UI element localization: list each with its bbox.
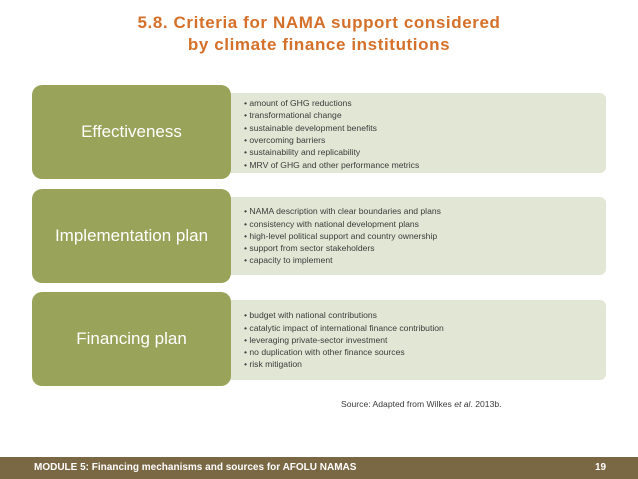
- criteria-bullet: • NAMA description with clear boundaries and plans: [244, 206, 441, 217]
- source-etal: et al: [454, 399, 471, 409]
- criteria-panel-financing-plan: [202, 300, 606, 380]
- source-suffix: . 2013b.: [470, 399, 502, 409]
- source-prefix: Source: Adapted from Wilkes: [341, 399, 455, 409]
- criteria-bullet: • sustainable development benefits: [244, 122, 377, 133]
- criteria-label: Implementation plan: [54, 226, 209, 245]
- criteria-bullet: • high-level political support and country ownership: [244, 230, 438, 241]
- criteria-bullet: • risk mitigation: [244, 359, 302, 370]
- footer-bar: [0, 457, 638, 479]
- slide-title-line-2: by climate finance institutions: [187, 35, 451, 54]
- criteria-tile-effectiveness: [32, 85, 231, 179]
- criteria-bullet: • leveraging private-sector investment: [244, 334, 388, 345]
- criteria-label: Financing plan: [76, 329, 187, 348]
- criteria-label: Effectiveness: [81, 122, 182, 141]
- criteria-bullet: • transformational change: [244, 110, 342, 121]
- criteria-tile-implementation-plan: [32, 189, 231, 283]
- criteria-panel-effectiveness: [202, 93, 606, 173]
- criteria-bullet: • sustainability and replicability: [244, 147, 361, 158]
- slide-title-line-1: 5.8. Criteria for NAMA support considered: [137, 13, 501, 32]
- criteria-bullet: • budget with national contributions: [244, 310, 377, 321]
- criteria-bullet: • support from sector stakeholders: [244, 243, 375, 254]
- page-number: 19: [595, 462, 607, 473]
- criteria-tile-financing-plan: [32, 292, 231, 386]
- criteria-bullet: • overcoming barriers: [244, 135, 326, 145]
- criteria-panel-implementation-plan: [202, 197, 606, 275]
- criteria-bullet: • MRV of GHG and other performance metrics: [244, 159, 420, 170]
- criteria-bullet: • no duplication with other finance sources: [244, 347, 405, 358]
- footer-module-title: MODULE 5: Financing mechanisms and sources for AFOLU NAMAS: [34, 462, 357, 473]
- criteria-bullet: • catalytic impact of international finance contribution: [244, 322, 444, 333]
- source-citation: [341, 399, 502, 409]
- criteria-bullet: • capacity to implement: [244, 255, 333, 266]
- criteria-bullet: • consistency with national development plans: [244, 218, 419, 229]
- slide-title: [60, 12, 578, 56]
- criteria-bullet: • amount of GHG reductions: [244, 98, 352, 109]
